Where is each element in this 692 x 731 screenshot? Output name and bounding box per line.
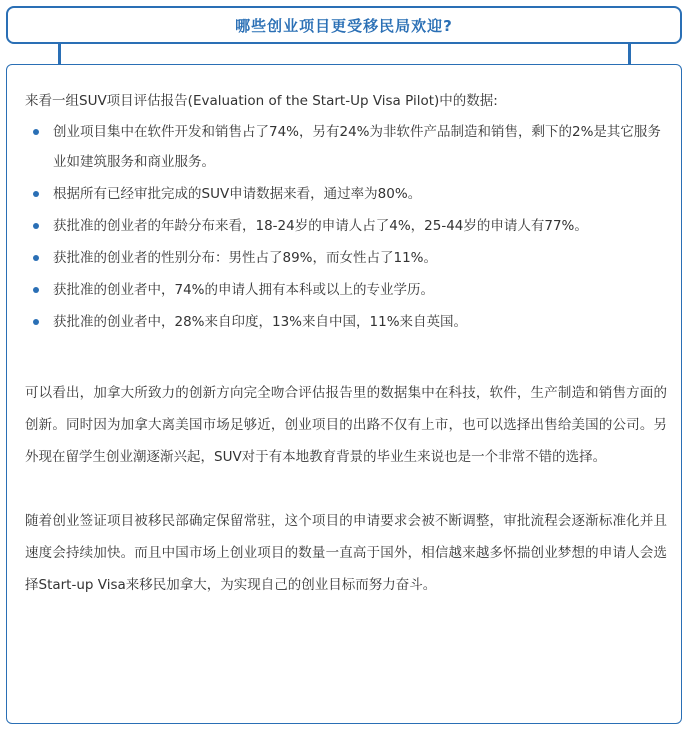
list-item: 根据所有已经审批完成的SUV申请数据来看，通过率为80%。 bbox=[25, 179, 667, 209]
title-banner bbox=[6, 6, 682, 44]
list-item: 获批准的创业者中，28%来自印度，13%来自中国，11%来自英国。 bbox=[25, 307, 667, 337]
list-item: 获批准的创业者的年龄分布来看，18-24岁的申请人占了4%，25-44岁的申请人有77%。 bbox=[25, 211, 667, 241]
outlook-paragraph: 随着创业签证项目被移民部确定保留常驻，这个项目的申请要求会被不断调整，审批流程会逐渐标准化并且速度会持续加快。而且中国市场上创业项目的数量一直高于国外，相信越来越多怀揣创业梦想的申请人会选择Start-up Visa来移民加拿大，为实现自己的创业目标而努力奋斗。 bbox=[25, 513, 667, 593]
list-item: 创业项目集中在软件开发和销售占了74%，另有24%为非软件产品制造和销售，剩下的2%是其它服务业如建筑服务和商业服务。 bbox=[25, 117, 667, 177]
connector-line-right bbox=[628, 44, 631, 64]
bullet-dot-icon bbox=[33, 319, 39, 325]
bullet-dot-icon bbox=[33, 129, 39, 135]
bullet-dot-icon bbox=[33, 223, 39, 229]
page-title: 哪些创业项目更受移民局欢迎? bbox=[235, 16, 453, 35]
analysis-paragraph: 可以看出，加拿大所致力的创新方向完全吻合评估报告里的数据集中在科技，软件，生产制造和销售方面的创新。同时因为加拿大离美国市场足够近，创业项目的出路不仅有上市，也可以选择出售给美国的公司。另外现在留学生创业潮逐渐兴起，SUV对于有本地教育背景的毕业生来说也是一个非常不错的选择。 bbox=[25, 385, 667, 465]
connector-line-left bbox=[58, 44, 61, 64]
bullet-dot-icon bbox=[33, 255, 39, 261]
intro-text: 来看一组SUV项目评估报告(Evaluation of the Start-Up Visa Pilot)中的数据: bbox=[25, 93, 498, 109]
data-bullet-list bbox=[25, 117, 667, 337]
list-item: 获批准的创业者的性别分布：男性占了89%，而女性占了11%。 bbox=[25, 243, 667, 273]
list-item: 获批准的创业者中，74%的申请人拥有本科或以上的专业学历。 bbox=[25, 275, 667, 305]
content-panel bbox=[6, 64, 682, 724]
bullet-dot-icon bbox=[33, 191, 39, 197]
bullet-dot-icon bbox=[33, 287, 39, 293]
